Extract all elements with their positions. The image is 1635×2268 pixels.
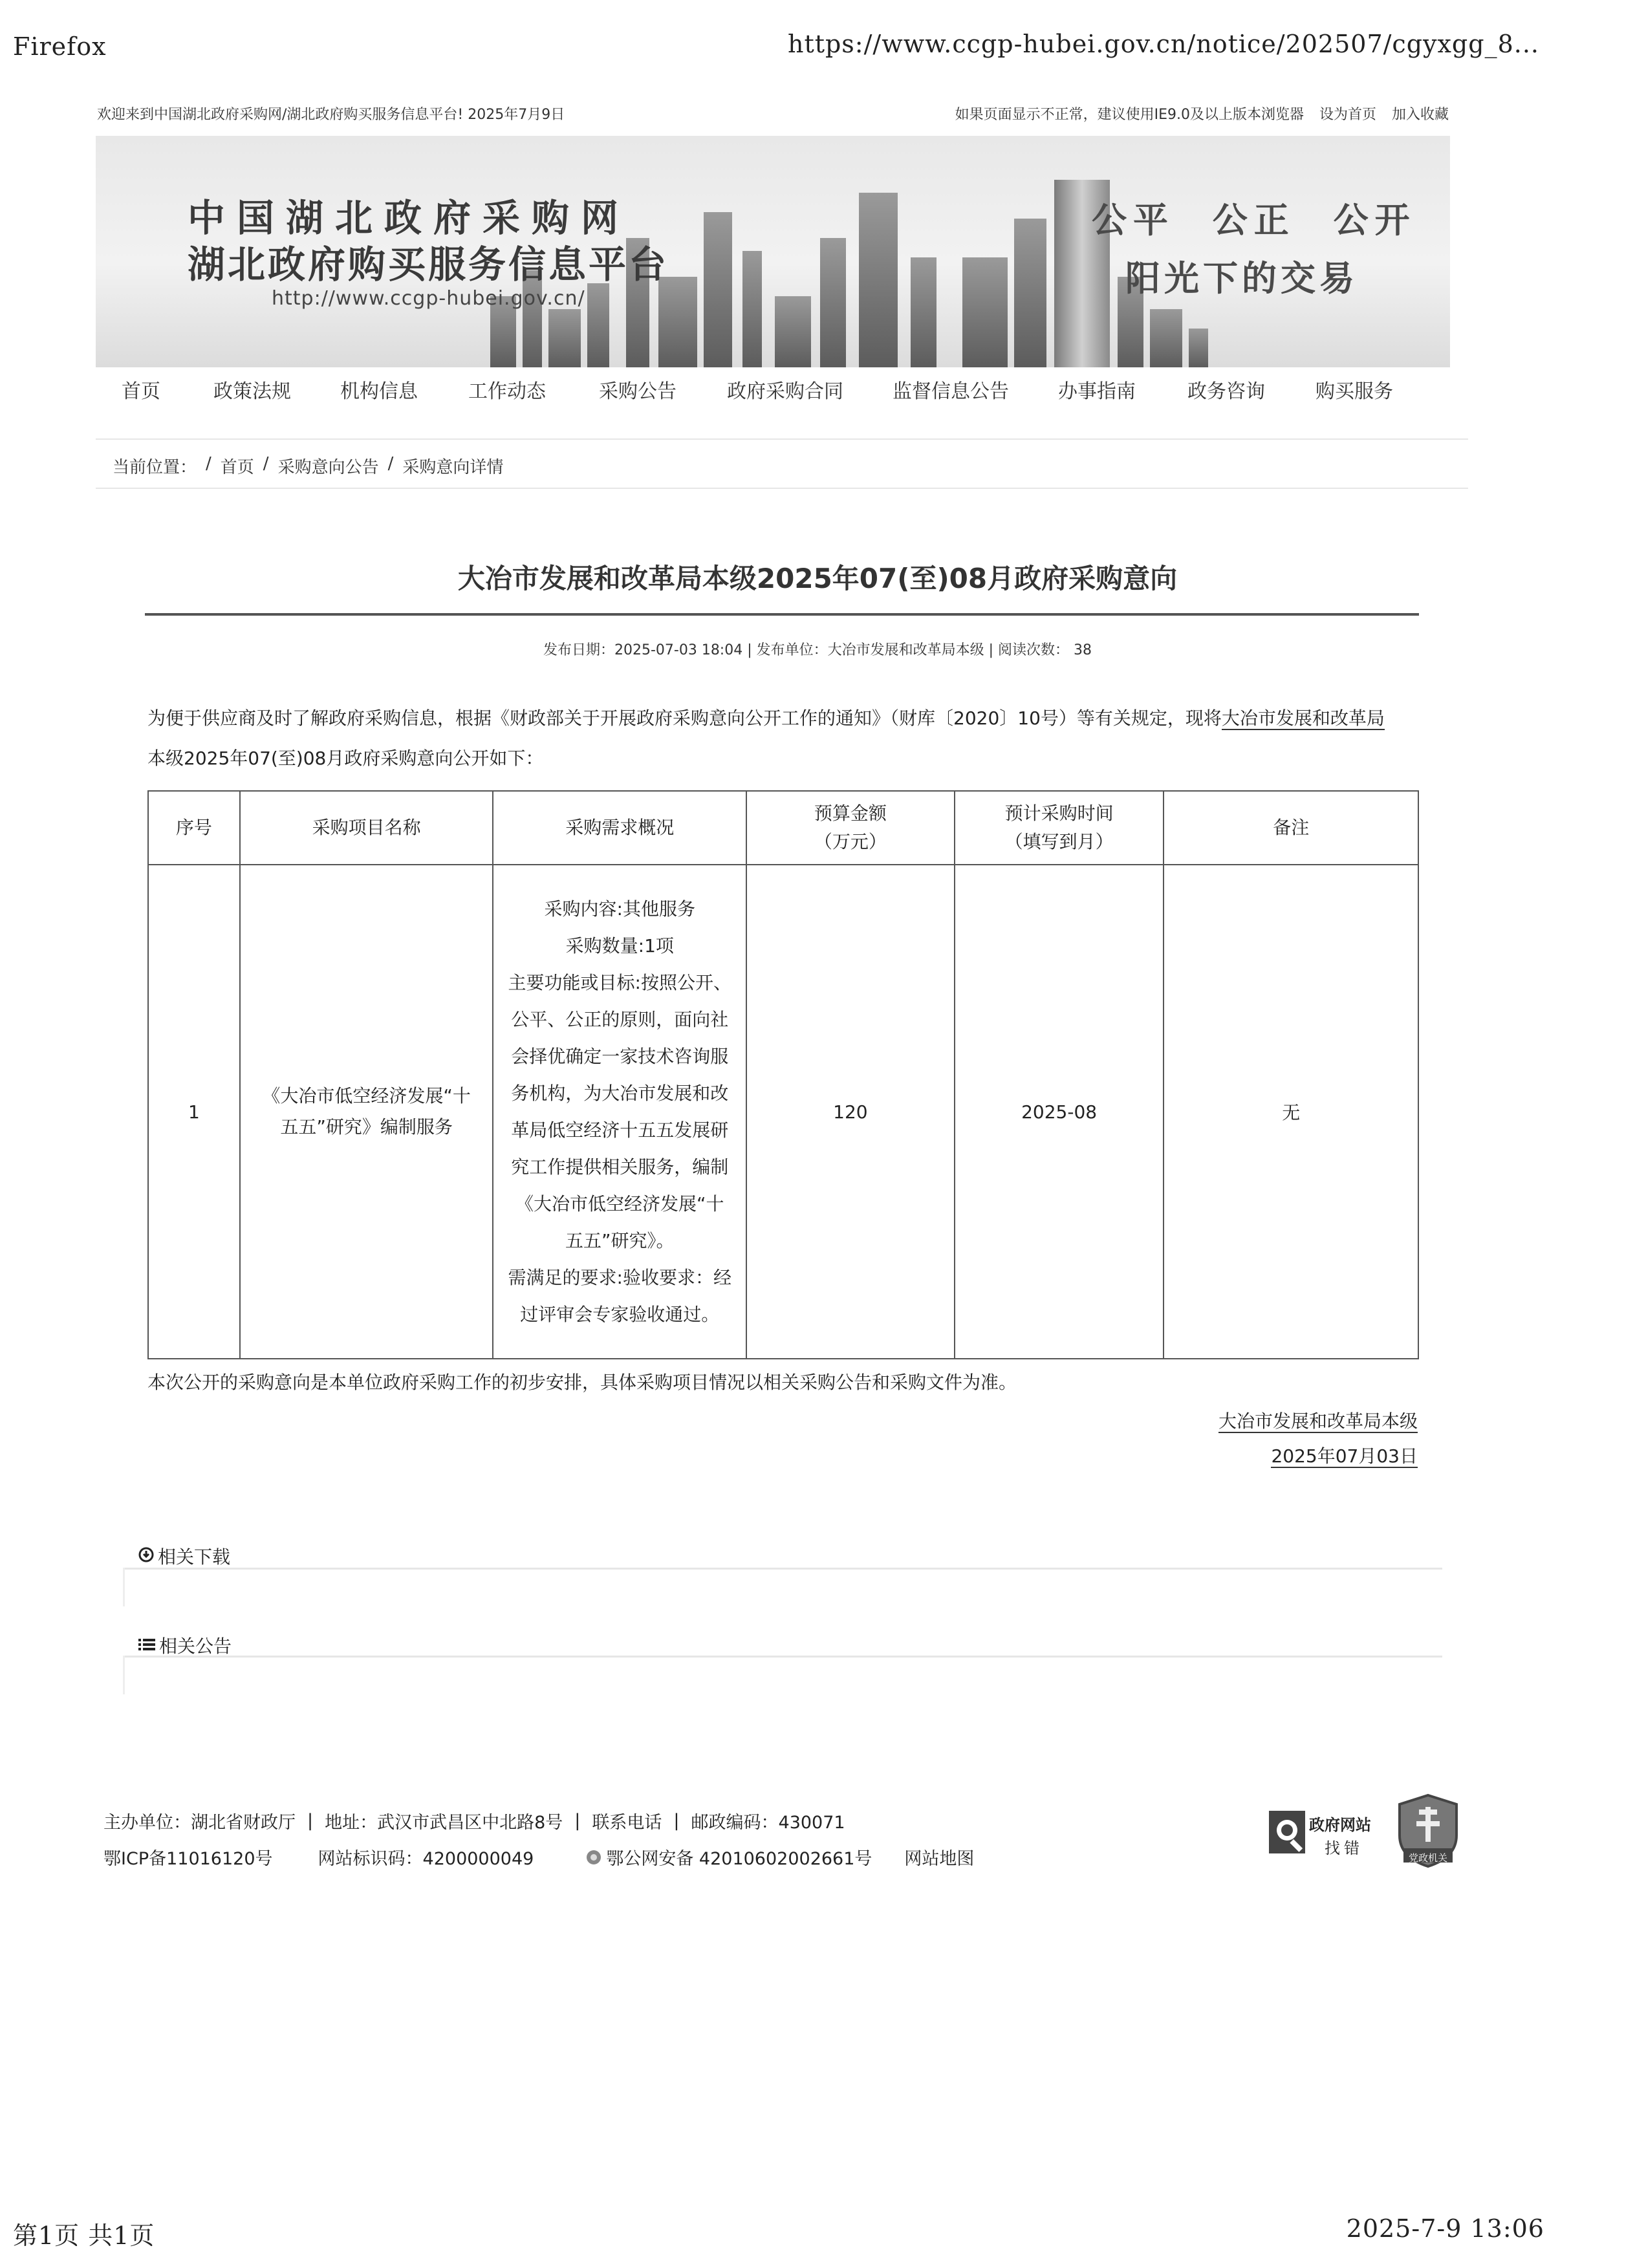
nav-consulting[interactable]: 政务咨询: [1187, 380, 1265, 403]
summary-line: 公平、公正的原则，面向社: [511, 1009, 729, 1030]
summary-line: 采购内容:其他服务: [544, 898, 695, 920]
notices-section-header: [138, 1632, 232, 1658]
header-summary: 采购需求概况: [493, 791, 746, 865]
signature-date: [1271, 1442, 1418, 1468]
top-bar: [97, 103, 1449, 129]
closing-note: 本次公开的采购意向是本单位政府采购工作的初步安排，具体采购项目情况以相关采购公告和采购文件为准。: [147, 1372, 1017, 1393]
header-budget-line2: （万元）: [814, 831, 887, 852]
title-divider: [145, 613, 1419, 616]
nav-policies[interactable]: 政策法规: [213, 380, 291, 403]
breadcrumb-label: 当前位置：: [113, 458, 197, 477]
summary-line: 革局低空经济十五五发展研: [511, 1119, 729, 1141]
skyline-building: [775, 296, 811, 367]
footer-site-id: 网站标识码：4200000049: [318, 1849, 534, 1869]
nav-work-news[interactable]: 工作动态: [468, 380, 546, 403]
skyline-building: [587, 283, 609, 367]
header-remark: 备注: [1164, 791, 1418, 865]
procurement-intent-table: [147, 790, 1419, 1359]
skyline-building: [658, 277, 697, 367]
nav-procurement-notices[interactable]: 采购公告: [599, 380, 677, 403]
breadcrumb-separator: /: [206, 454, 211, 473]
skyline-building: [704, 212, 732, 367]
gov-site-error-badge[interactable]: [1266, 1804, 1383, 1863]
slogan-sunshine: 阳光下的交易: [1125, 258, 1358, 299]
browser-name: Firefox: [13, 32, 107, 61]
list-icon: [138, 1635, 155, 1656]
page-url: https://www.ccgp-hubei.gov.cn/notice/202507/cgyxgg_8...: [787, 30, 1539, 58]
footer-sitemap[interactable]: 网站地图: [904, 1849, 975, 1869]
header-project-name: 采购项目名称: [240, 791, 493, 865]
cell-remark: 无: [1164, 865, 1418, 1359]
header-no: 序号: [148, 791, 240, 865]
summary-line: 过评审会专家验收通过。: [520, 1304, 720, 1325]
nav-institutions[interactable]: 机构信息: [340, 380, 418, 403]
slogan-fairness: 公平 公正 公开: [1092, 200, 1416, 241]
party-gov-badge[interactable]: [1394, 1793, 1462, 1869]
site-title-primary: 中国湖北政府采购网: [188, 196, 631, 240]
police-badge-icon: [585, 1849, 602, 1866]
footer-police-record[interactable]: [585, 1844, 872, 1870]
nav-contracts[interactable]: 政府采购合同: [727, 380, 843, 403]
header-time-line1: 预计采购时间: [1004, 803, 1114, 824]
skyline-building: [859, 193, 898, 367]
page-title: 大冶市发展和改革局本级2025年07(至)08月政府采购意向: [457, 563, 1178, 594]
skyline-building: [548, 309, 581, 367]
intro-paragraph: [147, 698, 1419, 779]
gov-site-error-label: 找错: [1325, 1839, 1363, 1857]
site-title-secondary: 湖北政府购买服务信息平台: [188, 243, 669, 286]
nav-home[interactable]: 首页: [122, 380, 160, 403]
downloads-title: 相关下载: [158, 1546, 231, 1568]
signature-unit: [1218, 1407, 1418, 1433]
summary-line: 究工作提供相关服务，编制: [511, 1156, 729, 1178]
summary-line: 需满足的要求:验收要求：经: [508, 1267, 731, 1288]
browser-tip: 如果页面显示不正常，建议使用IE9.0及以上版本浏览器: [955, 107, 1304, 123]
summary-line: 五五”研究》。: [565, 1230, 675, 1251]
downloads-divider: [123, 1568, 1442, 1570]
skyline-building: [911, 257, 937, 367]
welcome-text: 欢迎来到中国湖北政府采购网/湖北政府购买服务信息平台! 2025年7月9日: [97, 107, 565, 123]
cell-summary: [493, 865, 746, 1359]
cell-no: 1: [148, 865, 240, 1359]
intro-text-1: 为便于供应商及时了解政府采购信息，根据《财政部关于开展政府采购意向公开工作的通知》（财库〔2020〕10号）等有关规定，现将: [147, 707, 1222, 729]
project-name-line2: 五五”研究》编制服务: [280, 1116, 453, 1138]
skyline-building: [742, 251, 762, 367]
main-nav: [97, 375, 1449, 407]
print-page-number: 第1页 共1页: [13, 2221, 155, 2250]
intro-unit: 大冶市发展和改革局: [1221, 707, 1385, 729]
breadcrumb-separator: /: [263, 454, 269, 473]
breadcrumb-intent-notices[interactable]: 采购意向公告: [277, 458, 379, 477]
gov-site-label: 政府网站: [1309, 1816, 1371, 1834]
cell-budget: 120: [746, 865, 955, 1359]
nav-service-purchase[interactable]: 购买服务: [1316, 380, 1393, 403]
summary-line: 《大冶市低空经济发展“十: [515, 1193, 724, 1215]
skyline-building: [1014, 219, 1046, 367]
skyline-building: [1150, 309, 1182, 367]
footer-police-text: 鄂公网安备 42010602002661号: [606, 1849, 872, 1869]
breadcrumb-home[interactable]: 首页: [220, 458, 254, 477]
magnifier-icon: [1266, 1804, 1312, 1863]
signature-date-text: 2025年07月03日: [1271, 1445, 1418, 1467]
nav-supervision[interactable]: 监督信息公告: [893, 380, 1009, 403]
summary-line: 主要功能或目标:按照公开、: [508, 972, 731, 993]
nav-guide[interactable]: 办事指南: [1058, 380, 1136, 403]
footer-host: 主办单位：湖北省财政厅: [103, 1813, 296, 1833]
footer-address: 地址：武汉市武昌区中北路8号: [325, 1813, 563, 1833]
article-meta: 发布日期：2025-07-03 18:04 | 发布单位：大冶市发展和改革局本级 | 阅读次数： 38: [543, 642, 1092, 658]
header-time-line2: （填写到月）: [1004, 831, 1114, 852]
breadcrumb: [96, 438, 1468, 489]
notices-title: 相关公告: [159, 1636, 232, 1657]
summary-line: 采购数量:1项: [565, 935, 674, 956]
party-gov-label: 党政机关: [1408, 1852, 1447, 1864]
notices-divider: [123, 1656, 1442, 1658]
breadcrumb-current: 采购意向详情: [402, 458, 504, 477]
skyline-building: [1189, 329, 1208, 367]
project-name-line1: 《大冶市低空经济发展“十: [262, 1085, 471, 1107]
header-time: [955, 791, 1164, 865]
footer-line-2: [103, 1844, 974, 1870]
table-header-row: [148, 791, 1418, 865]
downloads-box-edge: [123, 1568, 125, 1606]
header-budget-line1: 预算金额: [814, 803, 887, 824]
header-budget: [746, 791, 955, 865]
footer-icp[interactable]: 鄂ICP备11016120号: [103, 1849, 273, 1869]
add-favorite-link[interactable]: 加入收藏: [1391, 107, 1449, 123]
footer-line-1: 主办单位：湖北省财政厅 | 地址：武汉市武昌区中北路8号 | 联系电话 | 邮政编码：430071: [103, 1808, 845, 1833]
notices-box-edge: [123, 1656, 125, 1694]
set-home-link[interactable]: 设为首页: [1319, 107, 1376, 123]
cell-project-name: [240, 865, 493, 1359]
downloads-section-header: [138, 1543, 230, 1569]
intro-text-2: 本级2025年07(至)08月政府采购意向公开如下：: [147, 748, 544, 769]
summary-line: 务机构，为大冶市发展和改: [511, 1083, 729, 1104]
cell-time: 2025-08: [955, 865, 1164, 1359]
site-banner: [96, 136, 1450, 367]
footer-phone: 联系电话: [592, 1813, 662, 1833]
download-icon: [138, 1546, 154, 1567]
footer-postcode: 邮政编码：430071: [691, 1813, 845, 1833]
skyline-building: [962, 257, 1008, 367]
skyline-building: [820, 238, 846, 367]
table-row: [148, 865, 1418, 1359]
breadcrumb-separator: /: [387, 454, 394, 473]
site-url: http://www.ccgp-hubei.gov.cn/: [272, 287, 585, 310]
signature-unit-text: 大冶市发展和改革局本级: [1218, 1410, 1418, 1432]
summary-line: 会择优确定一家技术咨询服: [511, 1046, 729, 1067]
print-datetime: 2025-7-9 13:06: [1346, 2214, 1544, 2243]
